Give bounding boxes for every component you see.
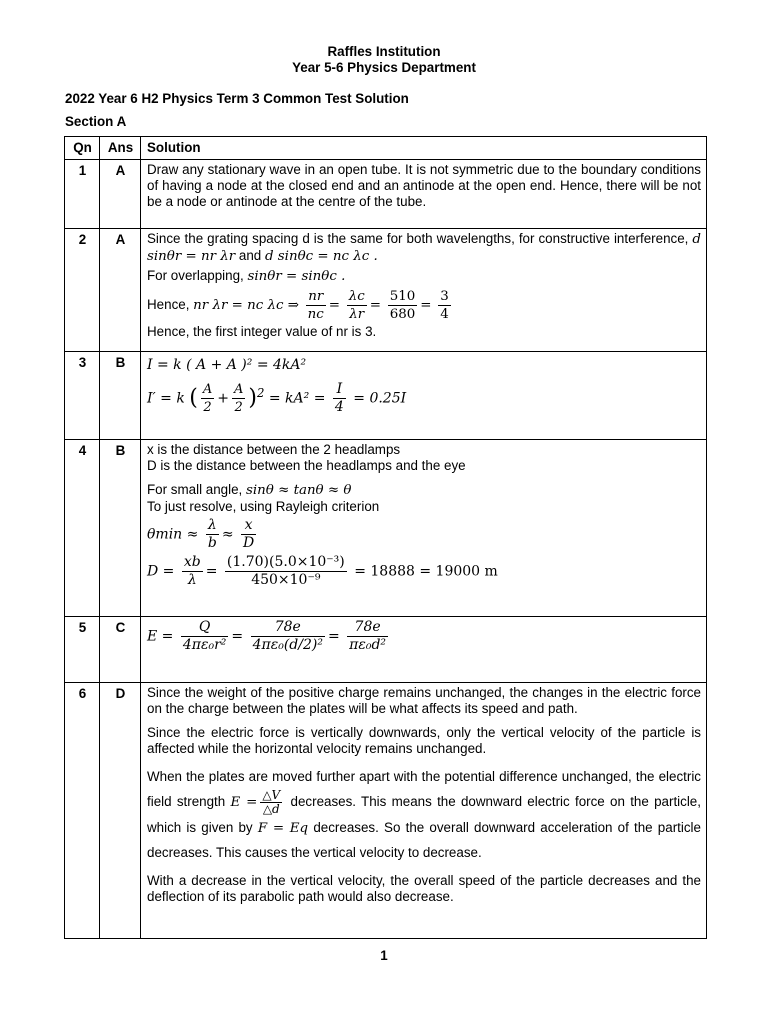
solution-cell	[141, 617, 707, 683]
denominator: 4πε₀(d/2)²	[252, 637, 323, 653]
fraction	[206, 517, 219, 552]
numerator: I	[333, 381, 346, 399]
denominator: 4	[440, 307, 449, 322]
question-number: 5	[65, 617, 100, 683]
equation: θmin ≈	[147, 526, 199, 543]
equation: D =	[147, 563, 175, 580]
solution-text: decreases. So the overall downward acceleration of the particle decreases. This causes the vertical velocity to decrease.	[147, 820, 701, 860]
fraction	[241, 517, 256, 552]
department-name: Year 5-6 Physics Department	[292, 60, 476, 75]
fraction	[260, 789, 282, 816]
solution-text: x is the distance between the 2 headlamps	[147, 442, 401, 457]
question-number: 3	[65, 352, 100, 440]
table-row	[65, 440, 707, 617]
header-solution: Solution	[141, 137, 707, 160]
table-row	[65, 617, 707, 683]
answer: B	[100, 352, 141, 440]
equation: = kA² =	[268, 390, 326, 407]
solution-text: D is the distance between the headlamps and the eye	[147, 458, 466, 473]
solution-table	[64, 136, 707, 939]
section-title: Section A	[65, 114, 127, 129]
header-ans: Ans	[100, 137, 141, 160]
denominator: 4	[334, 399, 344, 415]
denominator: λ	[187, 572, 197, 588]
denominator: 450×10⁻⁹	[251, 572, 321, 588]
denominator: nc	[307, 307, 324, 322]
solution-cell: Since the grating spacing d is the same for both wavelengths, for constructive interference, d sinθr = nr λr and d sinθc = nc λc . For overlapping, sinθr = sinθc . Hence, nr λr = nc λc ⇒ $\frac{nr}{nc}$ = $\frac{\lambda c}{\lambda r}$ = $\frac{510}{680}$ = $\frac{3}{4}$ Hence, the first integer value of nr is 3.	[141, 229, 707, 352]
table-row	[65, 160, 707, 229]
answer: D	[100, 683, 141, 939]
denominator: λr	[349, 307, 365, 322]
numerator: x	[241, 517, 256, 535]
answer: A	[100, 160, 141, 229]
question-number: 1	[65, 160, 100, 229]
table-header-row	[65, 137, 707, 160]
solution-cell	[141, 683, 707, 939]
solution-text: For small angle,	[147, 482, 243, 497]
denominator: 4πε₀r²	[182, 637, 227, 653]
answer: C	[100, 617, 141, 683]
fraction	[347, 619, 388, 654]
equation: I = k ( A + A )² = 4kA²	[147, 357, 307, 373]
answer: A	[100, 229, 141, 352]
table-row	[65, 352, 707, 440]
denominator: △d	[262, 802, 280, 816]
denominator: D	[243, 535, 255, 551]
denominator: 680	[389, 307, 416, 322]
answer: B	[100, 440, 141, 617]
solution-text: decreases. This means the downward electric force on the particle, which is given by	[147, 794, 701, 835]
solution-paragraph	[147, 765, 701, 865]
equation-line: D = $\frac{xb}{\lambda}$ = $\frac{\text{(1.70)(5.0×10⁻³)}}{\text{450×10⁻⁹}}$ = 18888 = 19000 m	[147, 554, 498, 588]
header-qn: Qn	[65, 137, 100, 160]
table-row	[65, 683, 707, 939]
numerator: (1.70)(5.0×10⁻³)	[226, 554, 345, 570]
fraction	[333, 381, 346, 416]
denominator: b	[207, 535, 217, 551]
question-number: 2	[65, 229, 100, 352]
solution-text: To just resolve, using Rayleigh criterion	[147, 499, 380, 514]
table-row	[65, 229, 707, 352]
numerator: 510	[389, 289, 416, 304]
solution-text: For overlapping,	[147, 268, 244, 283]
document-title: 2022 Year 6 H2 Physics Term 3 Common Test Solution	[65, 91, 409, 106]
solution-text: Draw any stationary wave in an open tube. It is not symmetric due to the boundary conditions of having a node at the closed end and an antinode at the open end. Hence, there will be not be a node or antinode at the centre of the tube.	[141, 160, 707, 229]
fraction	[306, 288, 326, 323]
solution-text: Hence,	[147, 297, 190, 313]
fraction	[347, 288, 367, 323]
equation: = 0.25I	[353, 390, 407, 407]
denominator: πε₀d²	[349, 637, 387, 653]
numerator: Q	[181, 619, 229, 637]
numerator: 3	[440, 289, 449, 304]
numerator: xb	[183, 554, 201, 570]
fraction	[251, 619, 325, 654]
question-number: 6	[65, 683, 100, 939]
equation-line: θmin ≈ $\frac{\lambda}{b}$ ≈ $\frac{x}{D}$	[147, 517, 255, 551]
equation-line: E = $\frac{Q}{\text{4πε₀r²}}$ = $\frac{78e}{\text{4πε₀(d/2)²}}$ = $\frac{78e}{\text{πε₀d²}}$	[147, 619, 387, 653]
equation: E =	[230, 795, 258, 811]
equation: d sinθr = nr λr	[147, 232, 701, 264]
page-number: 1	[380, 948, 388, 963]
numerator: nr	[306, 288, 326, 306]
numerator: △V	[262, 788, 281, 802]
equation: E =	[147, 628, 174, 645]
fraction	[181, 619, 229, 654]
equation: I′ = k	[147, 390, 185, 407]
numerator: 78e	[251, 619, 325, 637]
question-number: 4	[65, 440, 100, 617]
fraction	[225, 554, 347, 589]
equation: d sinθc = nc λc .	[264, 249, 378, 264]
institution-name: Raffles Institution	[327, 44, 441, 59]
solution-text: Since the grating spacing d is the same for both wavelengths, for constructive interference,	[147, 231, 689, 246]
solution-paragraph: Since the electric force is vertically downwards, only the vertical velocity of the particle is affected while the horizontal velocity remains unchanged.	[147, 725, 701, 756]
fraction	[438, 288, 451, 323]
equation-line: I′ = k ( $\frac{A}{2}$ + $\frac{A}{2}$ )$^2$ = kA² = $\frac{I}{4}$ = 0.25I	[147, 381, 407, 415]
fraction	[388, 288, 418, 323]
solution-text: When the plates are moved further apart with the potential difference unchanged, the electric field strength	[147, 769, 701, 810]
numerator: λ	[206, 517, 219, 535]
solution-paragraph: With a decrease in the vertical velocity, the overall speed of the particle decreases and the deflection of its parabolic path would also decrease.	[147, 873, 701, 904]
solution-paragraph: Since the weight of the positive charge remains unchanged, the changes in the electric force on the charge between the plates will be what affects its speed and path.	[147, 685, 701, 716]
solution-cell	[141, 352, 707, 440]
solution-text: and	[238, 248, 262, 263]
equation: = 18888 = 19000 m	[354, 563, 498, 580]
solution-text: Hence, the first integer value of nr is 3.	[147, 324, 377, 339]
solution-cell	[141, 440, 707, 617]
equation: nr λr = nc λc ⇒	[193, 298, 299, 314]
equation: sinθr = sinθc .	[247, 269, 346, 284]
equation: sinθ ≈ tanθ ≈ θ	[246, 483, 352, 498]
fraction	[182, 554, 203, 589]
numerator: 78e	[347, 619, 388, 637]
numerator: λc	[348, 289, 365, 304]
equation: F = Eq	[257, 821, 309, 836]
